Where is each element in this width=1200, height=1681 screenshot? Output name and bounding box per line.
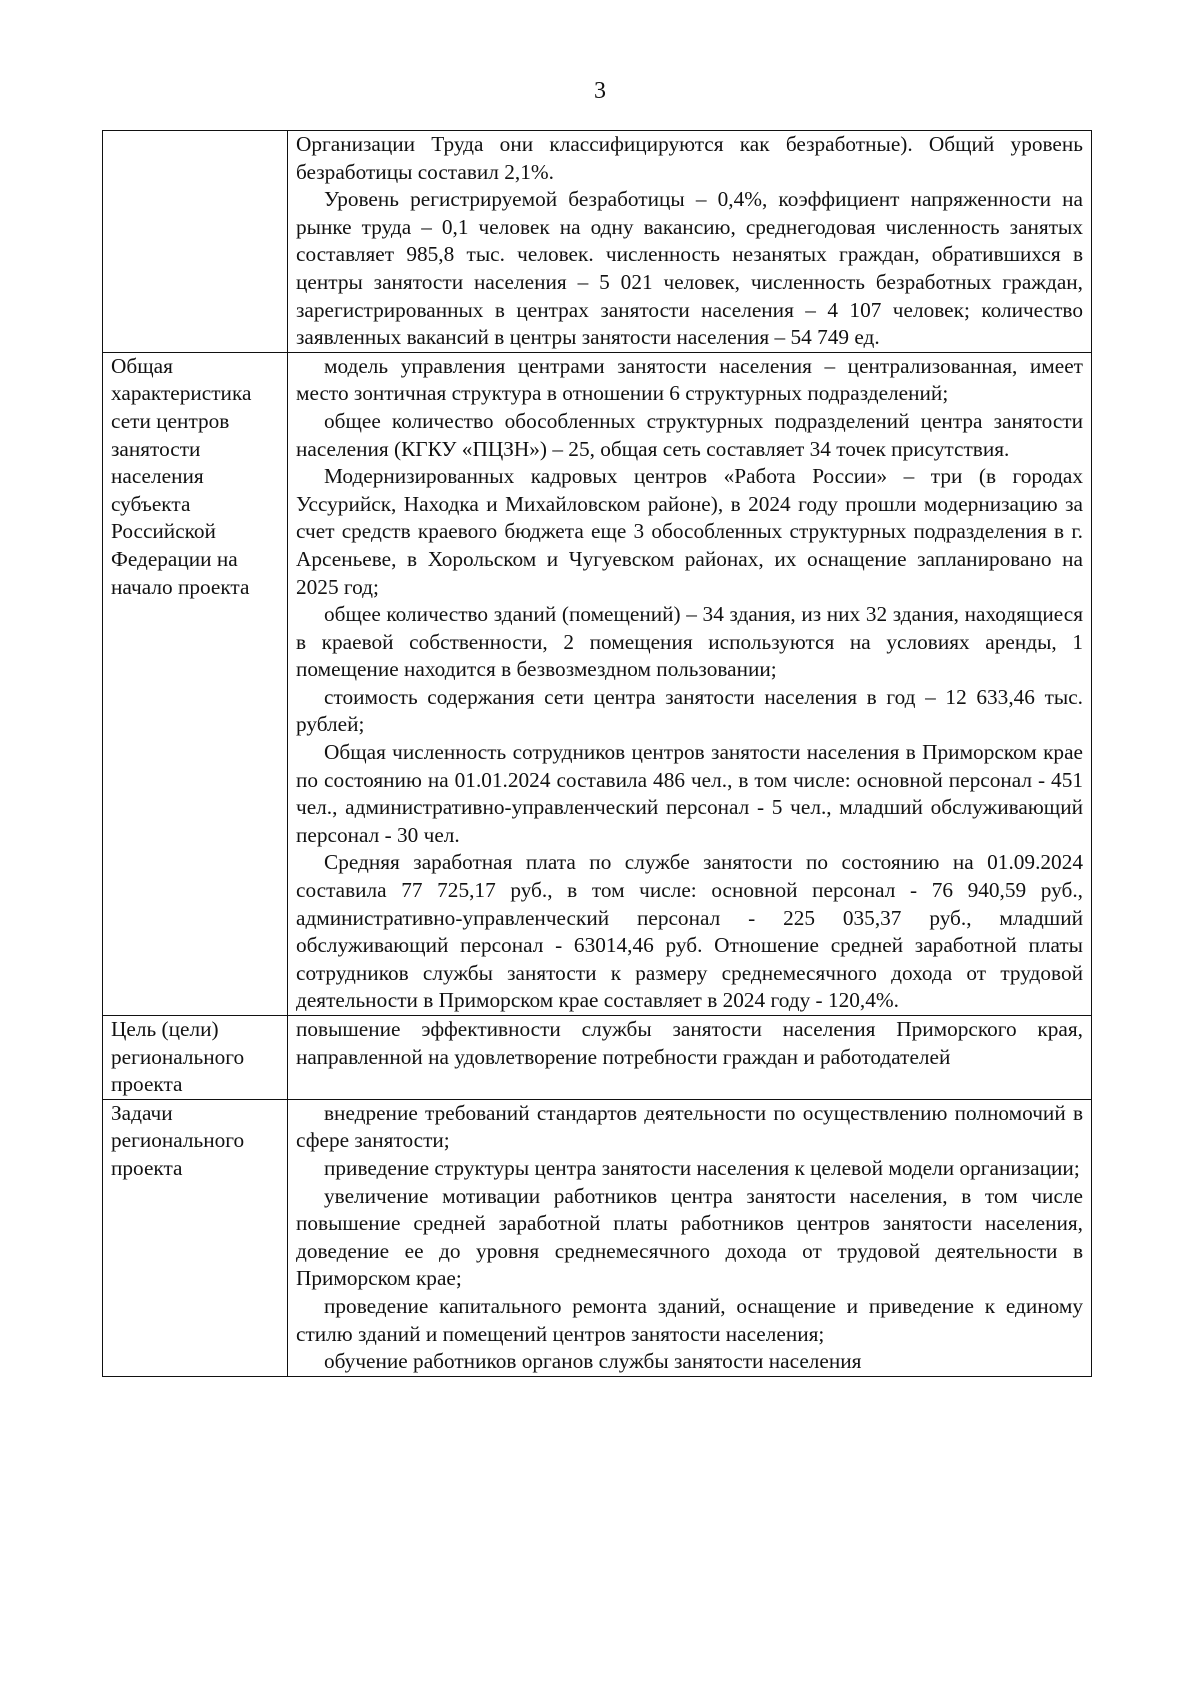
row-label-line: проекта	[111, 1155, 183, 1180]
table-row	[103, 352, 1092, 1015]
paragraph: Средняя заработная плата по службе занятости по состоянию на 01.09.2024 составила 77 725,17 руб., в том числе: основной персонал - 76 940,59 руб., административно-управленческий персонал - 225 035,37 руб., младший обслуживающий персонал - 63014,46 руб. Отношение средней заработной платы сотрудников службы занятости к размеру среднемесячного дохода от трудовой деятельности в Приморском крае составляет в 2024 году - 120,4%.	[296, 850, 1083, 1013]
row-label-line: регионального	[111, 1128, 245, 1153]
paragraph: повышение эффективности службы занятости населения Приморского края, направленной на удовлетворение потребности граждан и работодателей	[296, 1017, 1083, 1069]
paragraph: увеличение мотивации работников центра занятости населения, в том числе повышение средней заработной платы работников центров занятости населения, доведение ее до уровня среднемесячного дохода от трудовой деятельности в Приморском крае;	[296, 1183, 1083, 1291]
row-label-line: Общая	[111, 353, 173, 378]
project-passport-table	[102, 130, 1092, 1377]
row-label-cell	[103, 131, 288, 353]
table-row	[103, 1016, 1092, 1100]
table-body	[103, 131, 1092, 1377]
paragraph: проведение капитального ремонта зданий, оснащение и приведение к единому стилю зданий и помещений центров занятости населения;	[296, 1293, 1083, 1346]
paragraph: внедрение требований стандартов деятельности по осуществлению полномочий в сфере занятости;	[296, 1100, 1083, 1153]
paragraph: стоимость содержания сети центра занятости населения в год – 12 633,46 тыс. рублей;	[296, 684, 1083, 737]
row-content-cell	[288, 352, 1092, 1015]
paragraph: обучение работников органов службы занятости населения	[324, 1349, 862, 1374]
page-number: 3	[594, 78, 606, 104]
row-label-line: Российской	[111, 519, 216, 544]
row-label-line: проекта	[111, 1072, 183, 1097]
row-label-line: Федерации на	[111, 546, 238, 571]
paragraph: Общая численность сотрудников центров занятости населения в Приморском крае по состоянию на 01.01.2024 составила 486 чел., в том числе: основной персонал - 451 чел., административно-управленческий персонал - 5 чел., младший обслуживающий персонал - 30 чел.	[296, 740, 1083, 847]
row-label-line: начало проекта	[111, 574, 250, 599]
paragraph: Организации Труда они классифицируются как безработные). Общий уровень безработицы составил 2,1%.	[296, 132, 1083, 184]
row-content-cell	[288, 1016, 1092, 1100]
row-label-cell	[103, 1016, 288, 1100]
row-content-cell	[288, 1099, 1092, 1376]
row-label-line: населения	[111, 464, 204, 489]
paragraph: модель управления центрами занятости населения – централизованная, имеет место зонтичная структура в отношении 6 структурных подразделений;	[296, 353, 1083, 406]
row-label-line: характеристика	[111, 381, 252, 406]
row-label-cell	[103, 1099, 288, 1376]
paragraph: Модернизированных кадровых центров «Работа России» – три (в городах Уссурийск, Находка и Михайловском районе), в 2024 году прошли модернизацию за счет средств краевого бюджета еще 3 обособленных структурных подразделения в г. Арсеньеве, в Хорольском и Чугуевском районах, их оснащение запланировано на 2025 год;	[296, 464, 1083, 599]
paragraph: приведение структуры центра занятости населения к целевой модели организации;	[324, 1155, 1080, 1180]
table-row	[103, 131, 1092, 353]
row-label-line: Цель (цели)	[111, 1017, 219, 1041]
row-label-line: сети центров	[111, 408, 230, 433]
row-label-line: Задачи	[111, 1100, 173, 1125]
paragraph: Уровень регистрируемой безработицы – 0,4%, коэффициент напряженности на рынке труда – 0,1 человек на одну вакансию, среднегодовая численность занятых составляет 985,8 тыс. человек. численность незанятых граждан, обратившихся в центры занятости населения – 5 021 человек, численность безработных граждан, зарегистрированных в центрах занятости населения – 4 107 человек; количество заявленных вакансий в центры занятости населения – 54 749 ед.	[296, 187, 1083, 350]
table-row	[103, 1099, 1092, 1376]
paragraph: общее количество обособленных структурных подразделений центра занятости населения (КГКУ «ПЦЗН») – 25, общая сеть составляет 34 точек присутствия.	[296, 408, 1083, 461]
paragraph: общее количество зданий (помещений) – 34 здания, из них 32 здания, находящиеся в краевой собственности, 2 помещения используются на условиях аренды, 1 помещение находится в безвозмездном пользовании;	[296, 602, 1083, 682]
row-label-line: занятости	[111, 436, 201, 461]
row-content-cell	[288, 131, 1092, 353]
row-label-line: регионального	[111, 1044, 245, 1069]
row-label-line: субъекта	[111, 491, 191, 516]
row-label-cell	[103, 352, 288, 1015]
